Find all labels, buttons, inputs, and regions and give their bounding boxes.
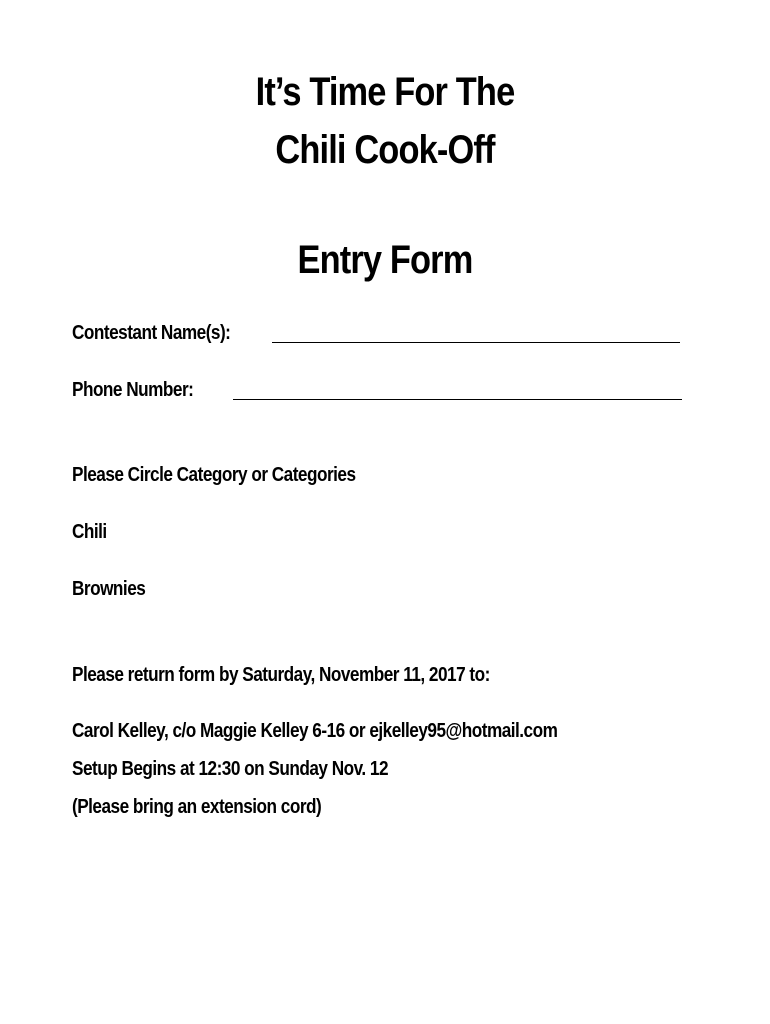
- title-text-2: Chili Cook-Off: [275, 128, 495, 172]
- form-heading: [0, 238, 770, 283]
- extension-cord-note: (Please bring an extension cord): [72, 796, 322, 818]
- title-text-1: It’s Time For The: [255, 70, 515, 114]
- setup-time: Setup Begins at 12:30 on Sunday Nov. 12: [72, 758, 389, 780]
- page-title-line-2: [0, 128, 770, 173]
- category-option-chili[interactable]: Chili: [72, 521, 107, 543]
- form-heading-text: Entry Form: [297, 238, 473, 282]
- category-option-brownies[interactable]: Brownies: [72, 578, 146, 600]
- return-deadline: Please return form by Saturday, November 11, 2017 to:: [72, 664, 490, 686]
- contestant-name-label: Contestant Name(s):: [72, 322, 231, 344]
- contestant-name-field[interactable]: [272, 342, 680, 343]
- phone-number-field[interactable]: [233, 399, 682, 400]
- return-contact: Carol Kelley, c/o Maggie Kelley 6-16 or ejkelley95@hotmail.com: [72, 720, 558, 742]
- phone-number-label: Phone Number:: [72, 379, 194, 401]
- page-title-line-1: [0, 70, 770, 115]
- category-instruction: Please Circle Category or Categories: [72, 464, 356, 486]
